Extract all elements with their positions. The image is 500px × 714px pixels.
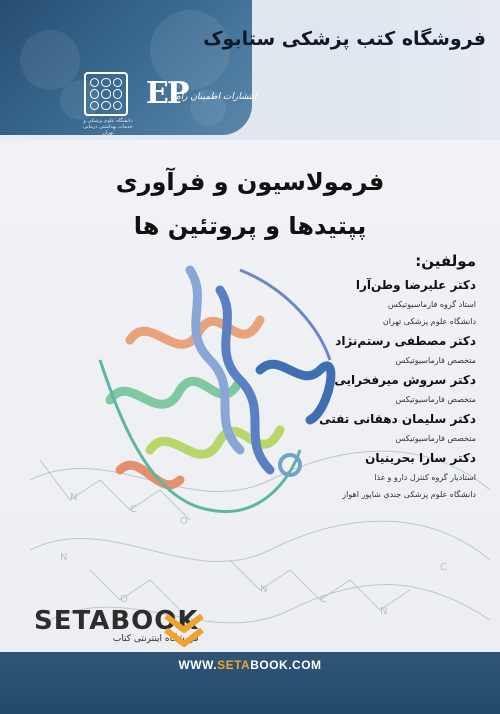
footer-url-suffix: BOOK.COM xyxy=(250,658,322,672)
author-name: دکتر مصطفی رستم‌نژاد xyxy=(335,334,476,348)
svg-text:N: N xyxy=(60,552,68,563)
author-affiliation: متخصص فارماسیوتیکس xyxy=(395,434,476,443)
svg-text:N: N xyxy=(260,584,268,595)
svg-text:C: C xyxy=(440,562,447,573)
book-title xyxy=(0,160,500,248)
author-affiliation: دانشگاه علوم پزشکی تهران xyxy=(382,317,476,326)
author-entry xyxy=(236,373,476,404)
footer-website-link[interactable] xyxy=(0,658,500,672)
svg-text:O: O xyxy=(180,516,188,527)
author-name: دکتر سارا بحرینیان xyxy=(365,451,476,465)
book-title-line-2: پپتیدها و پروتئین ها xyxy=(133,212,367,240)
author-name: دکتر علیرضا وطن‌آرا xyxy=(355,278,476,292)
setabook-logo-word: SETABOOK xyxy=(34,606,199,636)
footer-url-prefix: WWW. xyxy=(178,658,218,672)
footer-bar xyxy=(0,652,500,714)
setabook-logo-subtitle: فروشگاه اینترنتی کتاب xyxy=(112,634,199,644)
author-name: دکتر سلیمان دهقانی تفتی xyxy=(319,412,476,426)
author-affiliation: استادیار گروه کنترل دارو و غذا xyxy=(374,473,476,482)
svg-text:N: N xyxy=(380,606,388,617)
store-title: فروشگاه کتب پزشکی ستابوک xyxy=(203,28,486,50)
author-affiliation: دانشگاه علوم پزشکی جندی شاپور اهواز xyxy=(342,490,476,499)
svg-text:C: C xyxy=(130,504,137,515)
chevron-down-icon xyxy=(162,610,206,654)
book-title-line-1: فرمولاسیون و فرآوری xyxy=(115,168,385,196)
publisher-name: انتشارات اطمینان راه xyxy=(176,92,257,102)
author-entry xyxy=(236,278,476,326)
publisher-logo-mark: EP xyxy=(146,76,188,111)
author-affiliation: متخصص فارماسیوتیکس xyxy=(395,395,476,404)
author-entry xyxy=(236,412,476,443)
author-affiliation: متخصص فارماسیوتیکس xyxy=(395,356,476,365)
author-entry xyxy=(236,451,476,499)
svg-text:O: O xyxy=(120,594,128,605)
svg-text:C: C xyxy=(320,594,327,605)
author-affiliation: استاد گروه فارماسیوتیکس xyxy=(387,300,476,309)
authors-heading: مولفین: xyxy=(415,252,476,270)
university-logo-text: دانشگاه علوم پزشکی و خدمات بهداشتی درمانی تهران xyxy=(83,118,133,136)
footer-url-accent: SETA xyxy=(217,658,251,672)
svg-text:N: N xyxy=(70,492,78,503)
author-name: دکتر سروش میرفخرایی xyxy=(334,373,476,387)
authors-block xyxy=(236,252,476,499)
university-logo-icon xyxy=(84,72,128,116)
author-entry xyxy=(236,334,476,365)
